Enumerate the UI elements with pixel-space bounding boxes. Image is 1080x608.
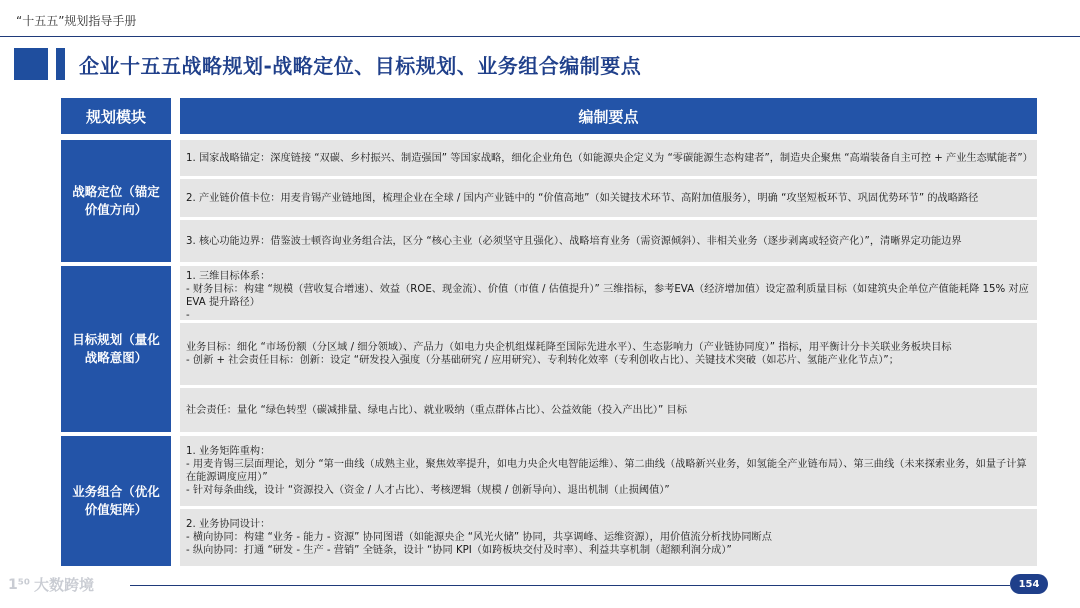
title-square-decoration — [14, 48, 48, 80]
cell-line: - 横向协同：构建 “业务 - 能力 - 资源” 协同图谱（如能源央企 “风光火储” 协同，共享调峰、运维资源），用价值流分析找协同断点 — [186, 532, 772, 543]
title-bar — [14, 48, 641, 80]
column-header-points: 编制要点 — [180, 98, 1037, 134]
cell-line: - 用麦肯锡三层面理论，划分 “第一曲线（成熟主业，聚焦效率提升，如电力央企火电智能运维）、第二曲线（战略新兴业务，如氢能全产业链布局）、第三曲线（未来探索业务，如量子计算在能源调度应用）” — [186, 459, 1027, 483]
cell-line: 1. 国家战略锚定：深度链接 “双碳、乡村振兴、制造强国” 等国家战略，细化企业角色（如能源央企定义为 “零碳能源生态构建者”，制造央企聚焦 “高端装备自主可控 + 产业生态赋能者”） — [186, 152, 1033, 164]
module-target-planning: 目标规划（量化战略意图） — [61, 266, 171, 432]
brand-logo-icon: 1⁵⁰ — [8, 576, 31, 593]
cell-point-3 — [180, 220, 1037, 262]
cell-line: - 财务目标：构建 “规模（营收复合增速）、效益（ROE、现金流）、价值（市值 / 估值提升）” 三维指标，参考EVA（经济增加值）设定盈利质量目标（如建筑央企单位产值能耗降 15% 对应 EVA 提升路径） — [186, 284, 1029, 308]
cell-point-2 — [180, 179, 1037, 217]
document-label: “十五五”规划指导手册 — [16, 14, 137, 28]
cell-line: - 创新 + 社会责任目标：创新：设定 “研发投入强度（分基础研究 / 应用研究）、专利转化效率（专利创收占比）、关键技术突破（如芯片、氢能产业化节点）”； — [186, 355, 899, 366]
page-number: 154 — [1010, 574, 1048, 594]
cell-line: 2. 产业链价值卡位：用麦肯锡产业链地图，梳理企业在全球 / 国内产业链中的 “价值高地”（如关键技术环节、高附加值服务），明确 “攻坚短板环节、巩固优势环节” 的战略路径 — [186, 192, 979, 204]
cell-line: - 针对每条曲线，设计 “资源投入（资金 / 人才占比）、考核逻辑（规模 / 创新导向）、退出机制（止损阈值）” — [186, 485, 670, 496]
cell-line: 3. 核心功能边界：借鉴波士顿咨询业务组合法，区分 “核心主业（必须坚守且强化）、战略培育业务（需资源倾斜）、非相关业务（逐步剥离或轻资产化）”，清晰界定功能边界 — [186, 235, 962, 247]
cell-business-matrix — [180, 436, 1037, 506]
cell-point-1 — [180, 140, 1037, 176]
cell-line: - — [186, 310, 190, 320]
cell-line: 1. 三维目标体系： — [186, 271, 271, 282]
cell-line: - 纵向协同：打通 “研发 - 生产 - 营销” 全链条，设计 “协同 KPI（如跨板块交付及时率）、利益共享机制（超额利润分成）” — [186, 545, 732, 556]
cell-line: 业务目标：细化 “市场份额（分区域 / 细分领域）、产品力（如电力央企机组煤耗降至国际先进水平）、生态影响力（产业链协同度）” 指标，用平衡计分卡关联业务板块目标 — [186, 342, 952, 353]
cell-business-target — [180, 323, 1037, 385]
module-business-portfolio: 业务组合（优化价值矩阵） — [61, 436, 171, 566]
cell-social-responsibility — [180, 388, 1037, 432]
footer-watermark — [8, 574, 94, 595]
cell-line: 1. 业务矩阵重构： — [186, 446, 271, 457]
footer-divider — [130, 585, 1010, 586]
title-stripe-decoration — [56, 48, 65, 80]
cell-target-system — [180, 266, 1037, 320]
footer-brand: 大数跨境 — [34, 576, 95, 594]
cell-line: 2. 业务协同设计： — [186, 519, 271, 530]
module-strategic-positioning: 战略定位（锚定价值方向） — [61, 140, 171, 262]
cell-business-synergy — [180, 509, 1037, 566]
page-title: 企业十五五战略规划-战略定位、目标规划、业务组合编制要点 — [79, 53, 642, 78]
column-header-module: 规划模块 — [61, 98, 171, 134]
header-divider — [0, 36, 1080, 37]
cell-line: 社会责任：量化 “绿色转型（碳减排量、绿电占比）、就业吸纳（重点群体占比）、公益效能（投入产出比）” 目标 — [186, 404, 687, 416]
